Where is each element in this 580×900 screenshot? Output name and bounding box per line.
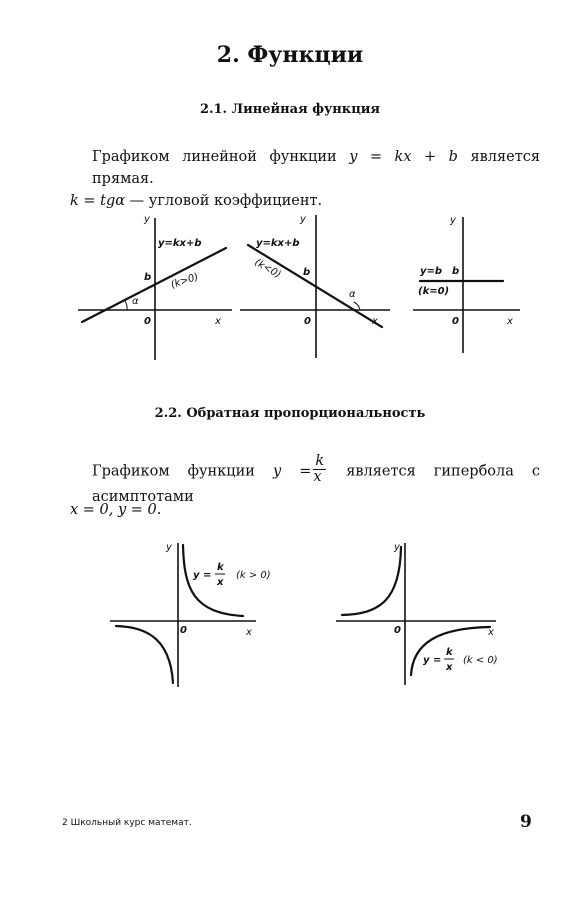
line (248, 245, 382, 327)
x-label: x (507, 316, 513, 327)
page-title: 2. Функции (216, 42, 364, 68)
hyperbola-branch-lower (116, 626, 173, 683)
equation-y: y = (423, 655, 442, 666)
x-label: x (215, 316, 221, 327)
hyperbola-graph-positive (110, 542, 271, 687)
y-label: y (166, 542, 172, 553)
equation-denominator: x (217, 577, 224, 588)
footer-source: 2 Школьный курс математ. (62, 818, 192, 828)
origin-label: 0 (180, 625, 187, 636)
fraction (313, 454, 326, 485)
origin-label: 0 (452, 316, 459, 327)
hyperbola-branch-upper (342, 547, 401, 615)
formula: y = (272, 463, 312, 480)
equation-numerator: k (217, 562, 224, 573)
origin-label: 0 (394, 625, 401, 636)
condition-label: (k>0) (169, 271, 200, 291)
section-heading-inverse: 2.2. Обратная пропорциональность (154, 406, 426, 421)
equation-label: y=kx+b (256, 238, 300, 249)
text: Графиком функции (92, 463, 255, 480)
condition-label: (k < 0) (463, 655, 498, 666)
angle-arc (354, 302, 360, 310)
y-label: y (394, 542, 400, 553)
equation-label: y=b (420, 266, 443, 277)
alpha-label: α (349, 289, 356, 300)
linear-graph-zero (413, 215, 520, 353)
equation-denominator: x (446, 662, 453, 673)
page-number: 9 (520, 812, 532, 832)
section-heading-linear: 2.1. Линейная функция (199, 102, 381, 117)
origin-label: 0 (144, 316, 151, 327)
x-label: x (488, 627, 494, 638)
linear-graph-positive (78, 214, 232, 360)
b-label: b (144, 272, 152, 283)
x-label: x (246, 627, 252, 638)
y-label: y (300, 214, 306, 225)
text: — угловой коэффициент. (129, 193, 323, 209)
y-label: y (144, 214, 150, 225)
condition-label: (k=0) (418, 286, 450, 297)
asymptotes-text: x = 0, y = 0. (70, 502, 162, 518)
condition-label: (k<0) (252, 257, 283, 281)
angle-arc (125, 301, 127, 310)
alpha-label: α (132, 296, 139, 307)
b-label: b (303, 267, 311, 278)
line (82, 248, 226, 322)
equation-numerator: k (446, 647, 453, 658)
b-label: b (452, 266, 460, 277)
x-label: x (372, 316, 378, 327)
numerator: k (315, 453, 325, 469)
equation-label: y=kx+b (158, 238, 202, 249)
text: является прямая. (92, 149, 540, 187)
linear-graphs (0, 200, 580, 365)
text: является гипербола с асимптотами (92, 463, 541, 505)
text: Графиком линейной функции (92, 149, 337, 165)
formula: y = kx + b (349, 149, 458, 165)
hyperbola-graph-negative (336, 542, 498, 685)
denominator: x (313, 469, 322, 485)
condition-label: (k > 0) (236, 570, 271, 581)
hyperbola-graphs (0, 535, 580, 695)
equation-y: y = (193, 570, 212, 581)
formula: k = tgα (70, 193, 126, 209)
y-label: y (450, 215, 456, 226)
hyperbola-branch-upper (183, 545, 243, 616)
origin-label: 0 (304, 316, 311, 327)
linear-graph-negative (240, 214, 390, 358)
